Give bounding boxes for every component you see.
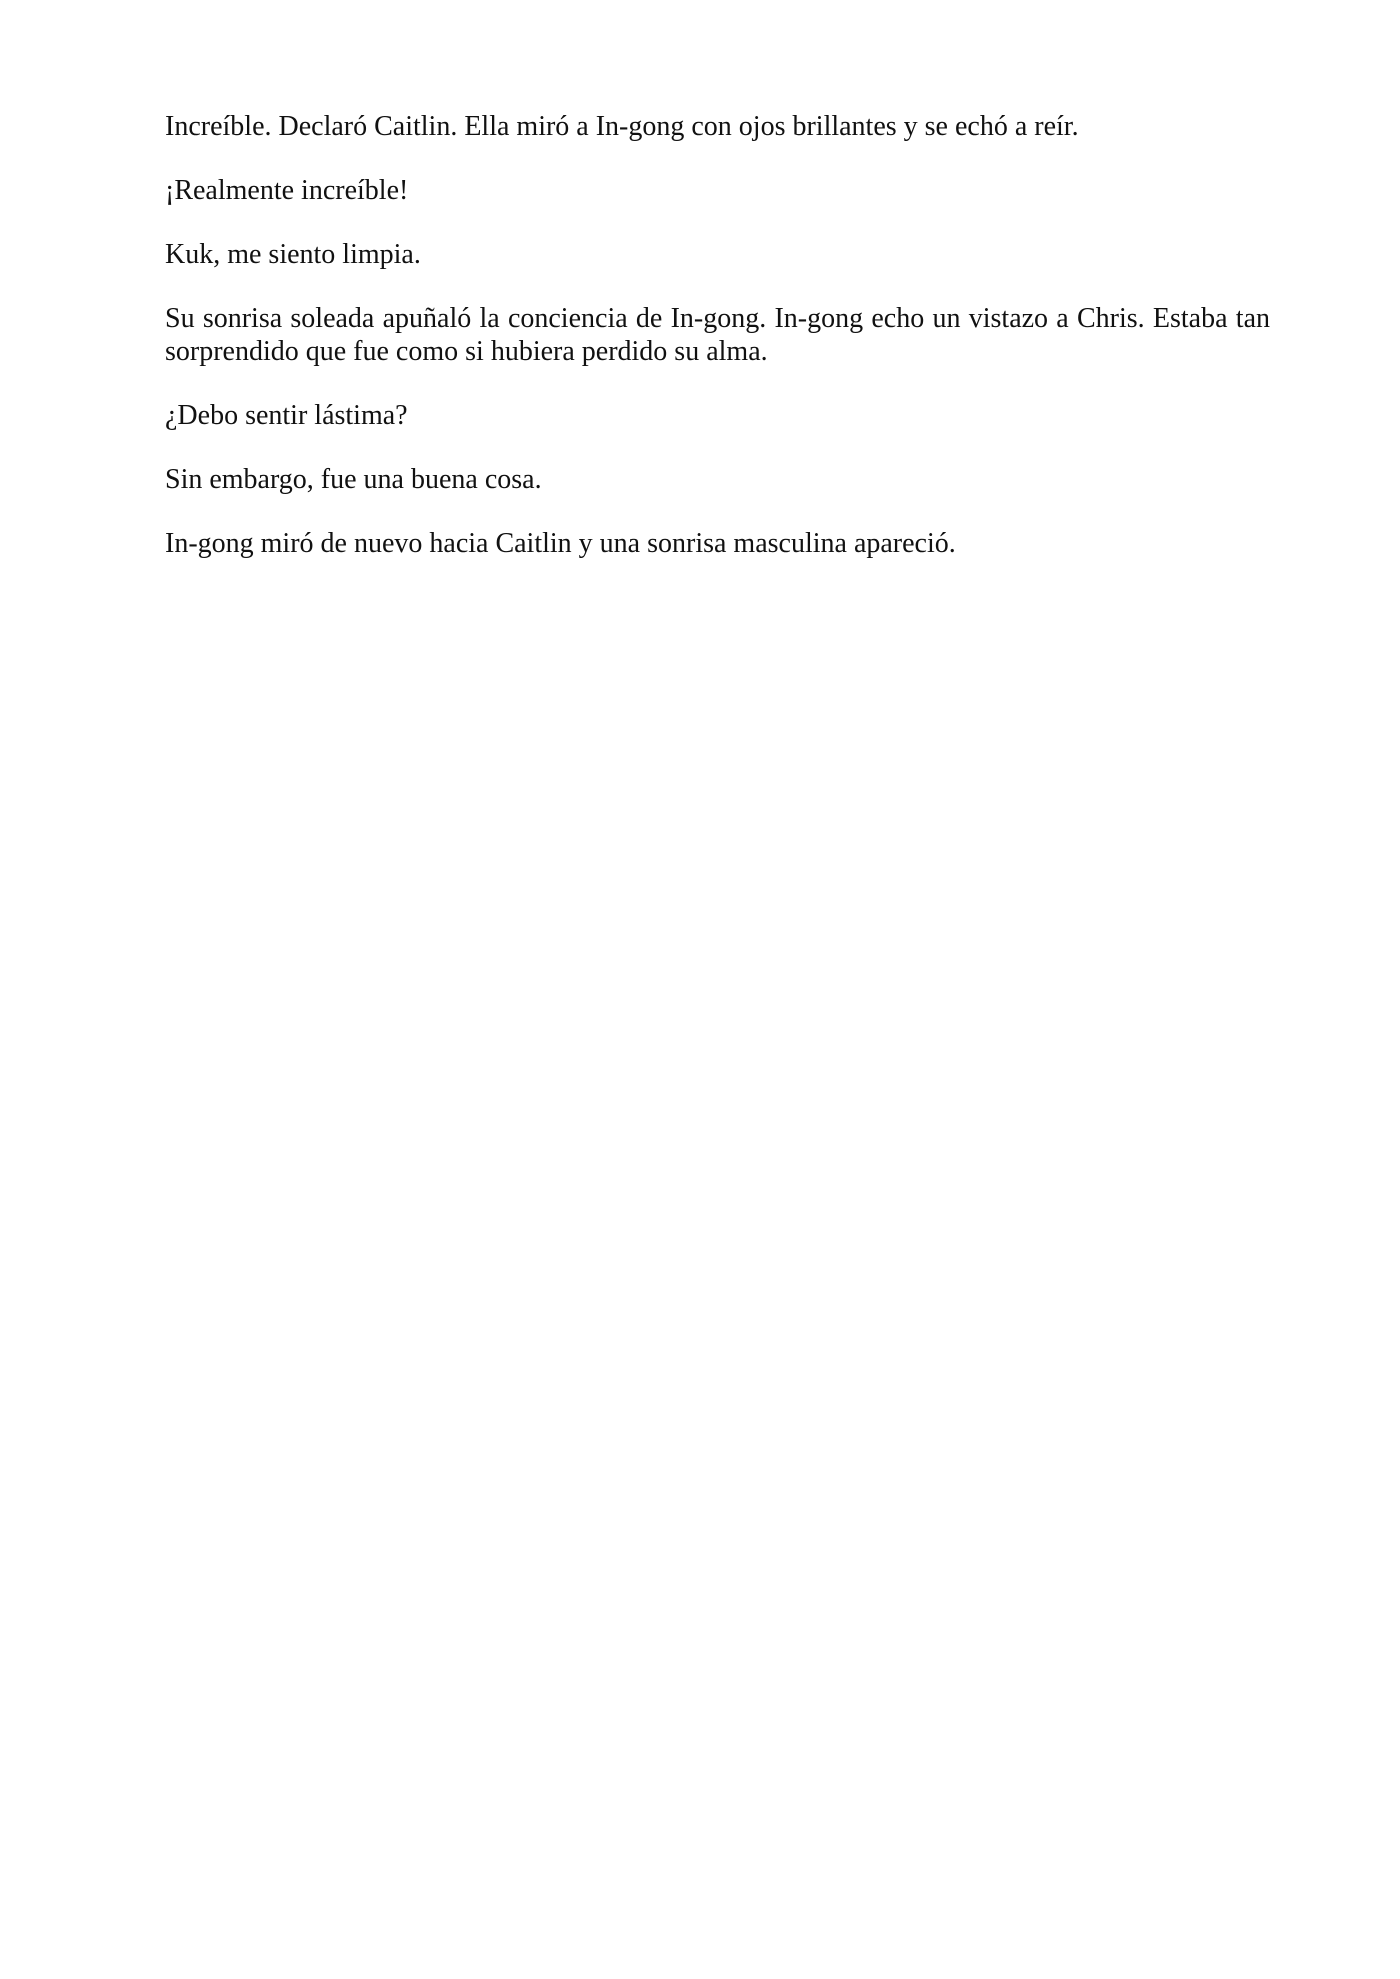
paragraph: Su sonrisa soleada apuñaló la conciencia de In-gong. In-gong echo un vistazo a Chris. Estaba tan sorprendido que fue como si hubiera perdido su alma. — [165, 303, 1270, 367]
document-body — [165, 110, 1270, 591]
paragraph: ¿Debo sentir lástima? — [165, 400, 408, 431]
paragraph: ¡Realmente increíble! — [165, 175, 409, 206]
paragraph: Increíble. Declaró Caitlin. Ella miró a In-gong con ojos brillantes y se echó a reír. — [165, 111, 1079, 142]
paragraph: In-gong miró de nuevo hacia Caitlin y una sonrisa masculina apareció. — [165, 528, 956, 559]
paragraph: Kuk, me siento limpia. — [165, 239, 421, 270]
paragraph: Sin embargo, fue una buena cosa. — [165, 464, 542, 495]
